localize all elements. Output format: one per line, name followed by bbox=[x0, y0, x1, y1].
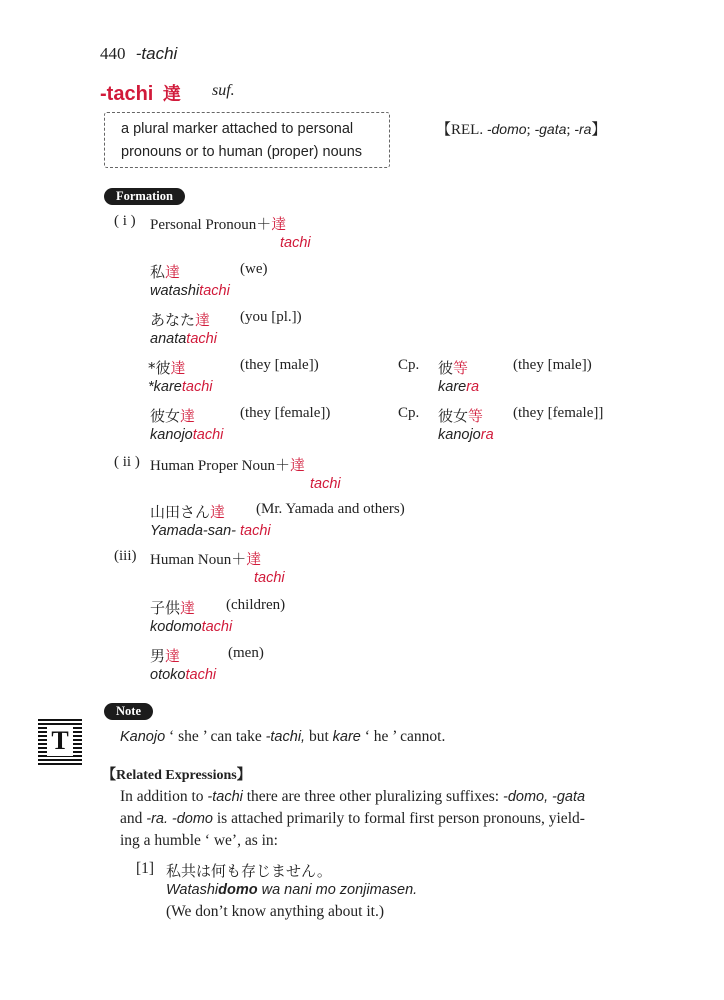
part-of-speech: suf. bbox=[212, 82, 235, 99]
definition-line-2: pronouns or to human (proper) nouns bbox=[121, 144, 363, 160]
example-english: (We don’t know anything about it.) bbox=[166, 903, 385, 920]
compare-gloss: (they [male]) bbox=[513, 357, 592, 373]
example-jp: 山田さん達 bbox=[150, 503, 226, 521]
example-number: [1] bbox=[136, 860, 155, 877]
pattern-suffix-roman: tachi bbox=[280, 235, 311, 251]
side-tab-letter: T bbox=[47, 726, 73, 756]
definition-box bbox=[104, 112, 390, 168]
compare-romaji: karera bbox=[438, 379, 480, 395]
related-list bbox=[436, 118, 606, 139]
compare-romaji: kanojora bbox=[438, 427, 494, 443]
example-gloss: (children) bbox=[226, 597, 286, 613]
pattern-text: Personal Pronoun＋ bbox=[150, 217, 272, 233]
rel-sep: ; bbox=[566, 122, 571, 138]
definition-line-1: a plural marker attached to personal bbox=[121, 121, 354, 137]
formation-label: Formation bbox=[104, 188, 185, 205]
headword-kanji: 達 bbox=[162, 84, 181, 105]
related-line-1: In addition to -tachi there are three other pluralizing suffixes: -domo, -gata bbox=[120, 788, 586, 805]
rel-suffix: 】 bbox=[591, 122, 607, 138]
example-gloss: (men) bbox=[228, 645, 264, 661]
example-jp: あなた達 bbox=[150, 311, 211, 329]
note-text: Kanojo ‘ she ’ can take -tachi, but kare ‘ he ’ cannot. bbox=[120, 728, 446, 745]
rel-item-1: -domo bbox=[486, 121, 527, 137]
group-numeral: ( ii ) bbox=[114, 454, 140, 470]
note-label: Note bbox=[104, 703, 153, 720]
group-numeral: (iii) bbox=[114, 548, 137, 564]
related-line-3: ing a humble ‘ we’, as in: bbox=[120, 832, 278, 849]
rel-item-3: -ra bbox=[574, 121, 592, 137]
example-romaji: watashitachi bbox=[150, 283, 230, 299]
example-jp: 彼女達 bbox=[150, 407, 196, 425]
compare-jp: 彼女等 bbox=[438, 407, 484, 425]
example-romaji: anatatachi bbox=[150, 331, 217, 347]
pattern-suffix: 達 bbox=[271, 215, 287, 233]
example-romaji: kodomotachi bbox=[150, 619, 233, 635]
pattern-suffix-roman: tachi bbox=[254, 570, 285, 586]
example-jp: 男達 bbox=[150, 647, 181, 665]
example-romaji: *karetachi bbox=[148, 379, 213, 395]
example-romaji-sentence: Watashidomo wa nani mo zonjimasen. bbox=[166, 882, 418, 898]
example-romaji: otokotachi bbox=[150, 667, 217, 683]
headword-roman: -tachi bbox=[100, 83, 154, 105]
compare-label: Cp. bbox=[398, 405, 420, 421]
example-jp: 私達 bbox=[150, 263, 181, 281]
example-gloss: (they [male]) bbox=[240, 357, 319, 373]
related-expressions-heading: 【Related Expressions】 bbox=[102, 768, 251, 783]
example-jp-sentence: 私共は何も存じません。 bbox=[166, 862, 332, 880]
example-gloss: (we) bbox=[240, 261, 268, 277]
rel-item-2: -gata bbox=[534, 121, 567, 137]
rel-prefix: 【REL. bbox=[436, 122, 484, 138]
group-pattern bbox=[150, 213, 286, 234]
example-gloss: (you [pl.]) bbox=[240, 309, 302, 325]
page-header bbox=[100, 44, 177, 64]
example-jp: 子供達 bbox=[150, 599, 196, 617]
example-gloss: (they [female]) bbox=[240, 405, 331, 421]
related-line-2: and -ra. -domo is attached primarily to formal first person pronouns, yield- bbox=[120, 810, 585, 827]
group-pattern: Human Proper Noun＋達 bbox=[150, 456, 305, 474]
compare-gloss: (they [female]] bbox=[513, 405, 604, 421]
example-romaji: Yamada-san- tachi bbox=[150, 523, 271, 539]
group-pattern: Human Noun＋達 bbox=[150, 550, 262, 568]
example-gloss: (Mr. Yamada and others) bbox=[256, 501, 405, 517]
group-numeral: ( i ) bbox=[114, 213, 136, 229]
pattern-suffix-roman: tachi bbox=[310, 476, 341, 492]
example-jp: *彼達 bbox=[148, 359, 186, 377]
rel-sep: ; bbox=[526, 122, 531, 138]
side-thumb-tab bbox=[38, 717, 82, 765]
example-romaji: kanojotachi bbox=[150, 427, 224, 443]
compare-jp: 彼等 bbox=[438, 359, 469, 377]
headword bbox=[100, 80, 181, 106]
running-head: -tachi bbox=[135, 44, 178, 63]
page-number: 440 bbox=[100, 44, 126, 63]
compare-label: Cp. bbox=[398, 357, 420, 373]
